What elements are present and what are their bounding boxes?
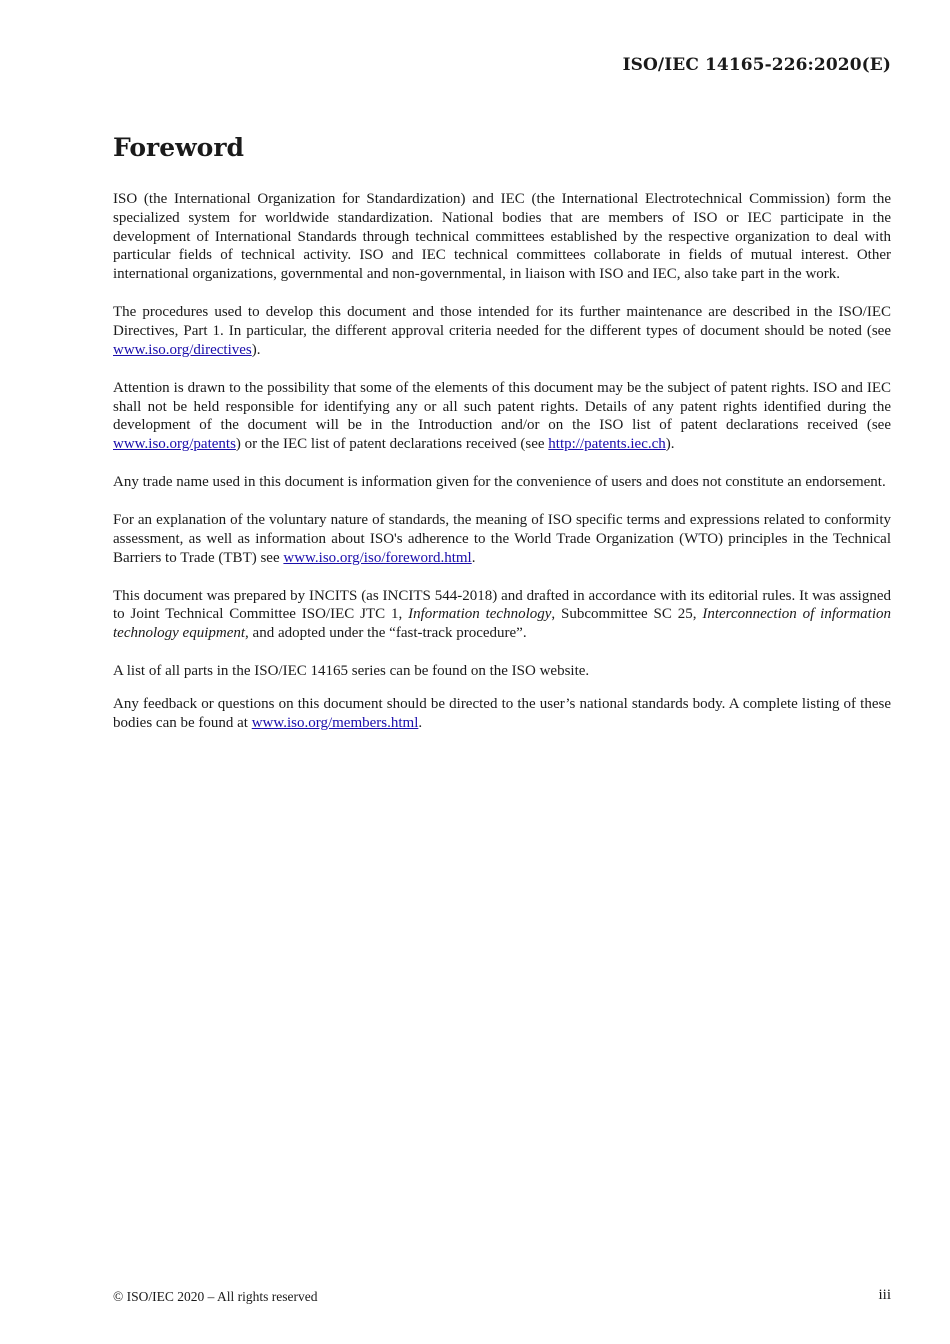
paragraph-text: , and adopted under the “fast-track procedure”.: [245, 625, 527, 642]
paragraph-trade-name: Any trade name used in this document is information given for the convenience of users and does not constitute an endorsement.: [113, 474, 886, 491]
paragraph-iso-iec-intro: ISO (the International Organization for Standardization) and IEC (the International Electrotechnical Commission) form the specialized system for worldwide standardization. National bodies that are members of ISO or IEC participate in the development of International Standards through technical committees established by the respective organization to deal with particular fields of technical activity. ISO and IEC technical committees collaborate in fields of mutual interest. Other international organizations, governmental and non-governmental, in liaison with ISO and IEC, also take part in the work.: [113, 191, 891, 283]
iec-patents-link[interactable]: http://patents.iec.ch: [548, 436, 666, 453]
patents-link[interactable]: www.iso.org/patents: [113, 436, 236, 453]
members-link[interactable]: www.iso.org/members.html: [251, 714, 419, 731]
paragraph-text: , Subcommittee SC 25,: [551, 606, 703, 623]
foreword-link[interactable]: www.iso.org/iso/foreword.html: [283, 549, 472, 566]
paragraph-text: ).: [251, 341, 261, 358]
paragraph-text: This document was prepared by INCITS (as INCITS 544-2018) and drafted in accordance with its editorial rules. It was assigned to Joint Technical Committee ISO/IEC JTC 1,: [113, 587, 891, 623]
page-number: iii: [878, 1287, 891, 1303]
paragraph-prepared-by: [113, 587, 891, 643]
subcommittee-name: Interconnection of information technology equipment: [113, 606, 891, 642]
paragraph-text: Attention is drawn to the possibility that some of the elements of this document may be the subject of patent rights. ISO and IEC shall not be held responsible for identifying any or all such patent rights. Details of any patent rights identified during the development of the document will be in the Introduction and/or on the ISO list of patent declarations received (see: [113, 379, 891, 434]
foreword-body: [113, 190, 891, 752]
paragraph-text: For an explanation of the voluntary nature of standards, the meaning of ISO specific terms and expressions related to conformity assessment, as well as information about ISO's adherence to the World Trade Organization (WTO) principles in the Technical Barriers to Trade (TBT) see: [113, 512, 891, 566]
paragraph-text: Any feedback or questions on this document should be directed to the user’s national standards body. A complete listing of these bodies can be found at: [113, 696, 891, 731]
paragraph-text: ) or the IEC list of patent declarations received (see: [235, 436, 549, 453]
paragraph-procedures: [113, 303, 891, 359]
paragraph-text: ).: [665, 436, 675, 453]
paragraph-text: .: [471, 549, 476, 566]
committee-name: Information technology: [408, 606, 552, 623]
paragraph-text: .: [418, 714, 423, 731]
paragraph-text: The procedures used to develop this document and those intended for its further maintenance are described in the ISO/IEC Directives, Part 1. In particular, the different approval criteria needed for the different types of document should be noted (see: [113, 304, 891, 339]
page-title: Foreword: [113, 133, 244, 162]
paragraph-feedback: [113, 695, 891, 733]
directives-link[interactable]: www.iso.org/directives: [113, 341, 252, 358]
document-id: ISO/IEC 14165-226:2020(E): [622, 55, 891, 75]
paragraph-series-list: A list of all parts in the ISO/IEC 14165 series can be found on the ISO website.: [113, 663, 590, 680]
paragraph-patents: [113, 379, 891, 454]
copyright-notice: © ISO/IEC 2020 – All rights reserved: [113, 1289, 318, 1304]
paragraph-voluntary-nature: [113, 511, 891, 567]
